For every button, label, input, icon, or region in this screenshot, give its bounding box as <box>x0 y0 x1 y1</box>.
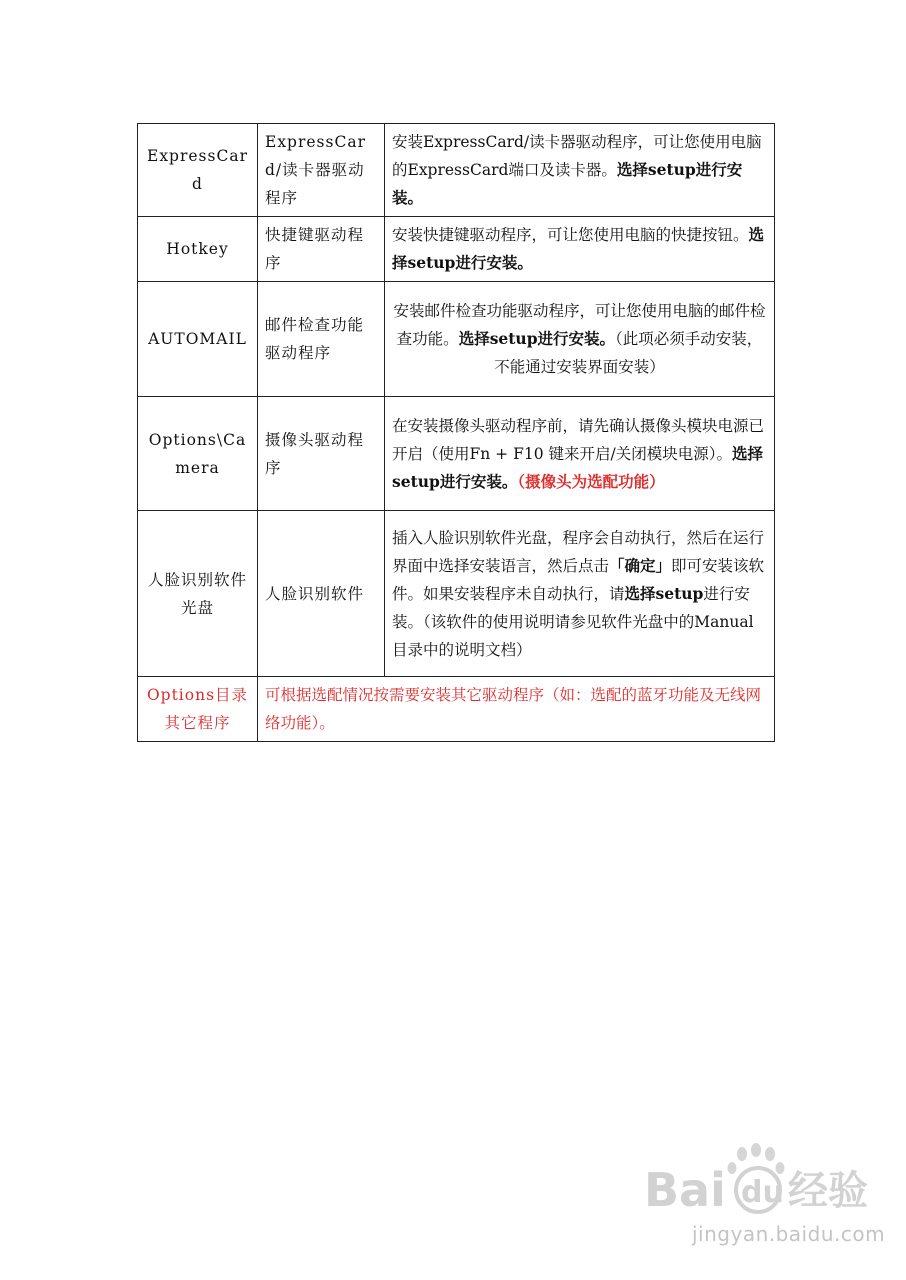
desc-text: 安装ExpressCard/读卡器驱动程序，可让您使用电脑的ExpressCard端口及读卡器。 <box>392 133 762 179</box>
desc-emphasis: 选择setup进行安装。 <box>392 225 765 272</box>
driver-table <box>137 123 775 742</box>
table-row <box>138 397 775 511</box>
table-row <box>138 124 775 217</box>
cell-folder: ExpressCard <box>138 124 258 217</box>
desc-emphasis: 选择setup进行安装。 <box>458 329 616 348</box>
table-row-options <box>138 677 775 742</box>
desc-text: 在安装摄像头驱动程序前，请先确认摄像头模块电源已开启（使用Fn + F10 键来开启/关闭模块电源）。 <box>392 416 765 463</box>
desc-text: 安装快捷键驱动程序，可让您使用电脑的快捷按钮。 <box>392 226 749 244</box>
desc-text: 安装邮件检查功能驱动程序，可让您使用电脑的邮件检查功能。 <box>393 302 766 348</box>
desc-emphasis: 选择setup进行安装。 <box>392 443 763 491</box>
svg-text:Bai: Bai <box>644 1163 726 1217</box>
desc-optional-note: （摄像头为选配功能） <box>517 471 665 491</box>
cell-driver: ExpressCard/读卡器驱动程序 <box>258 124 385 217</box>
cell-driver: 邮件检查功能驱动程序 <box>258 282 385 397</box>
cell-folder: AUTOMAIL <box>138 282 258 397</box>
cell-folder: Options\Camera <box>138 397 258 511</box>
cell-description <box>385 124 775 217</box>
desc-text: 即可安装该软件。如果安装程序未自动执行，请 <box>392 556 765 603</box>
svg-text:经验: 经验 <box>788 1168 868 1214</box>
baidu-jingyan-logo <box>640 1140 890 1220</box>
table-row <box>138 217 775 282</box>
cell-driver: 快捷键驱动程序 <box>258 217 385 282</box>
cell-description <box>385 511 775 677</box>
cell-driver: 人脸识别软件 <box>258 511 385 677</box>
cell-driver: 摄像头驱动程序 <box>258 397 385 511</box>
cell-folder: 人脸识别软件光盘 <box>138 511 258 677</box>
cell-description <box>385 397 775 511</box>
cell-description <box>385 282 775 397</box>
desc-note: （此项必须手动安装，不能通过安装界面安装） <box>494 330 763 376</box>
cell-description <box>385 217 775 282</box>
watermark-url: jingyan.baidu.com <box>692 1222 886 1246</box>
table-row <box>138 282 775 397</box>
cell-options-description: 可根据选配情况按需要安装其它驱动程序（如：选配的蓝牙功能及无线网络功能）。 <box>258 677 775 742</box>
desc-emphasis: 「确定」 <box>609 555 672 575</box>
table-row <box>138 511 775 677</box>
desc-text: 插入人脸识别软件光盘，程序会自动执行，然后在运行界面中选择安装语言，然后点击 <box>392 528 765 575</box>
desc-text: 进行安装。（该软件的使用说明请参见软件光盘中的Manual目录中的说明文档） <box>392 584 754 659</box>
desc-emphasis: 选择setup进行安装。 <box>392 160 743 207</box>
cell-folder: Hotkey <box>138 217 258 282</box>
desc-emphasis: 选择setup <box>624 583 704 603</box>
svg-text:du: du <box>741 1175 784 1210</box>
cell-folder: Options目录其它程序 <box>138 677 258 742</box>
baidu-jingyan-watermark <box>640 1140 890 1260</box>
